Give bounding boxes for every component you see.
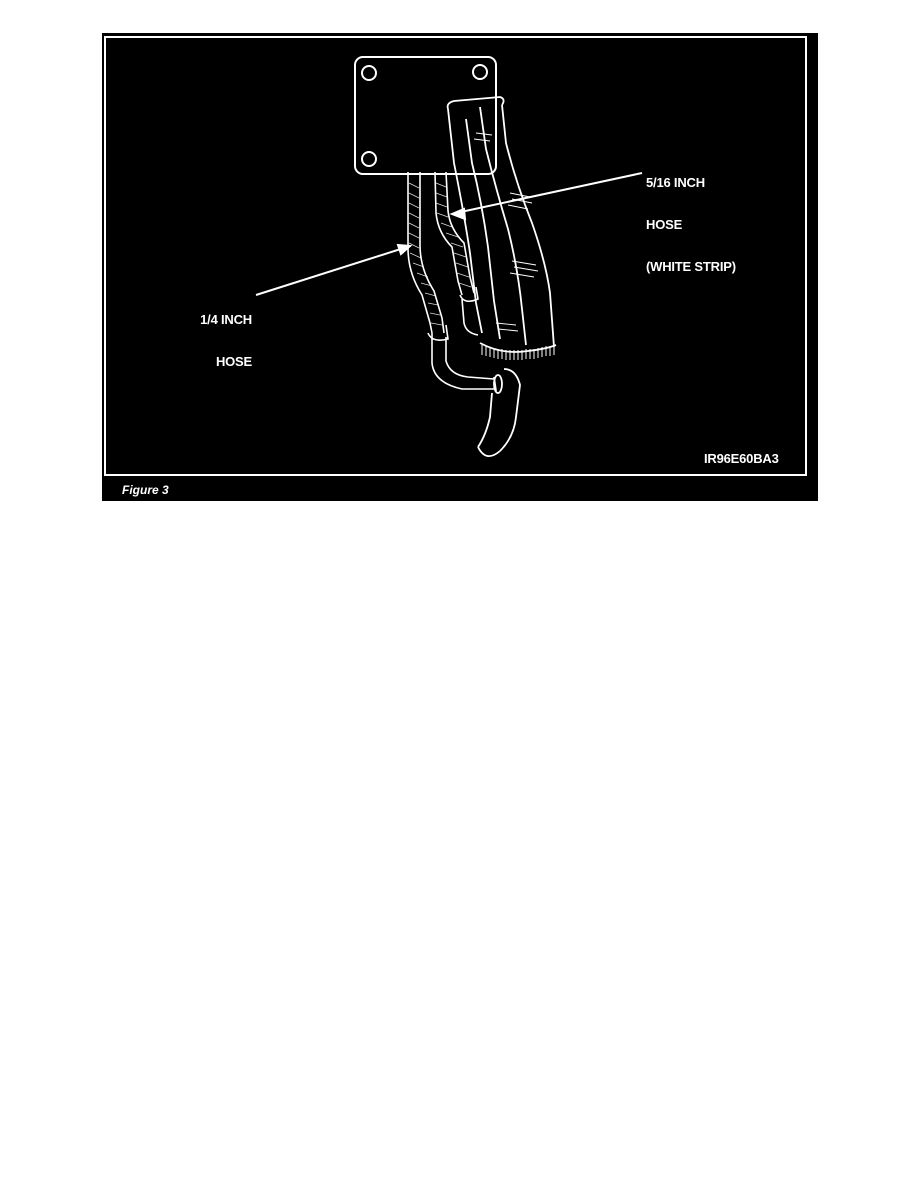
arrow-quarter-hose (256, 247, 407, 295)
middle-hose-braid (436, 183, 471, 287)
quarter-hose-label (172, 285, 252, 397)
quarter-hose-label-line-1: 1/4 INCH (200, 312, 252, 327)
bolt-hole (362, 152, 376, 166)
figure-caption: Figure 3 (122, 483, 169, 497)
hose-fray (482, 345, 554, 360)
bolt-hole (473, 65, 487, 79)
return-tube (478, 369, 520, 456)
five-sixteenth-hose-label-line-3: (WHITE STRIP) (646, 259, 736, 274)
figure-panel (102, 33, 818, 501)
quarter-hose-label-line-2: HOSE (215, 354, 252, 369)
figure-code: IR96E60BA3 (704, 451, 779, 466)
five-sixteenth-hose-label-line-1: 5/16 INCH (646, 175, 705, 190)
large-hose-shading (474, 133, 538, 331)
five-sixteenth-hose-label (646, 148, 736, 302)
five-sixteenth-hose-label-line-2: HOSE (646, 217, 683, 232)
mounting-plate (355, 57, 496, 174)
arrow-five-sixteenth-hose (456, 173, 642, 213)
bolt-hole (362, 66, 376, 80)
